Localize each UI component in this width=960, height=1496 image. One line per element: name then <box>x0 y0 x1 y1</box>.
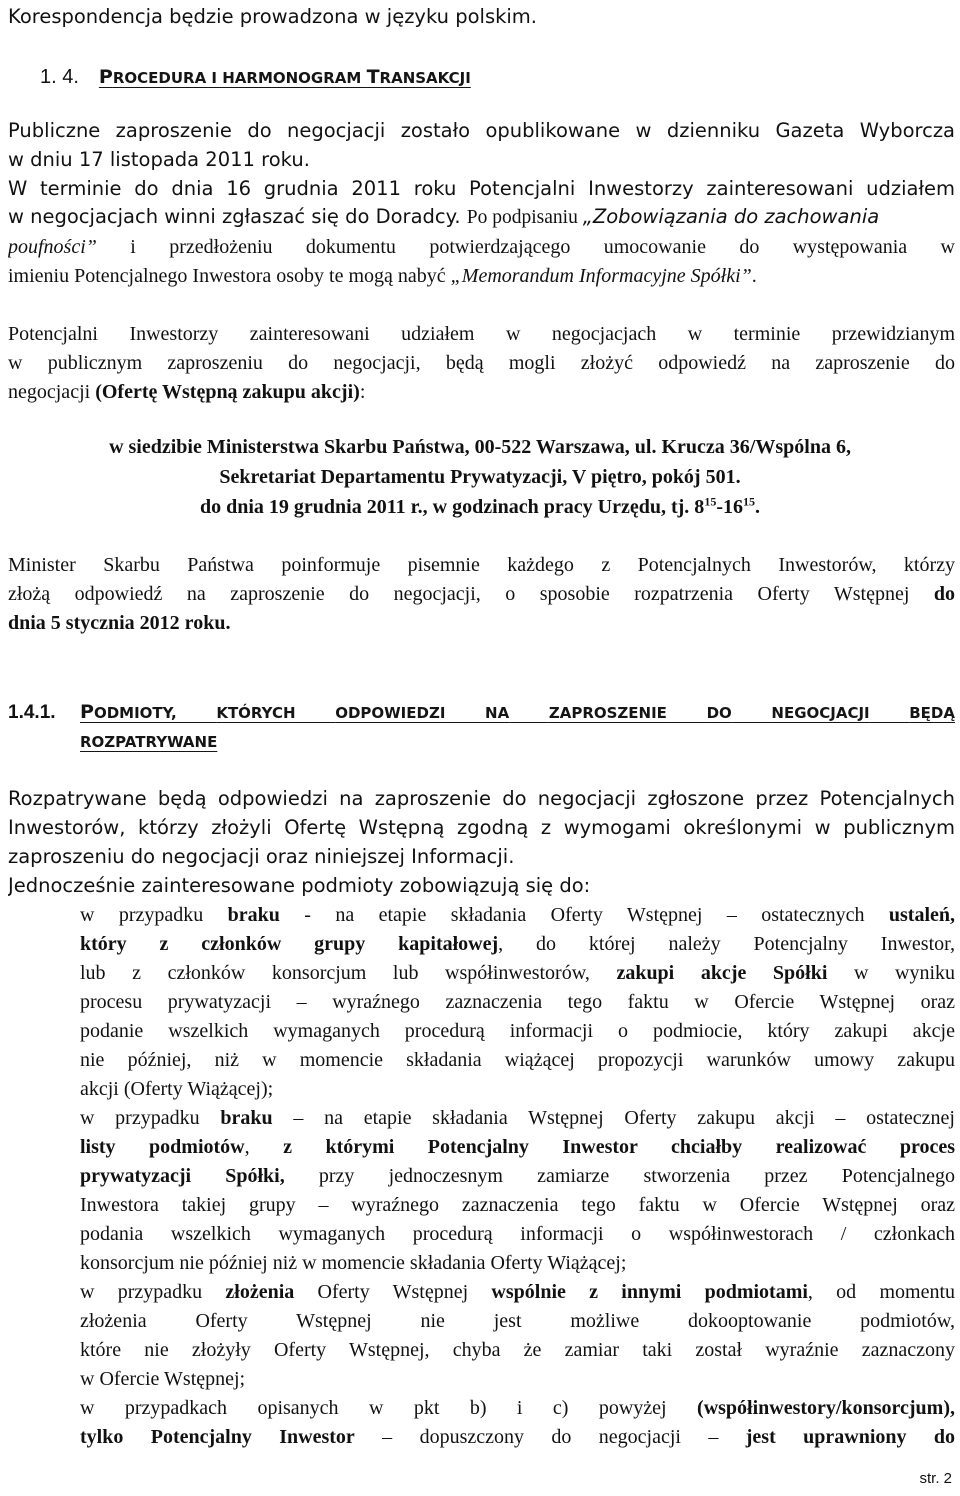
list-line <box>80 987 955 1017</box>
section-number: 1. 4. <box>40 66 79 88</box>
section-title-line2 <box>80 726 955 757</box>
list-line <box>80 1219 955 1249</box>
text: w wyniku <box>827 962 955 984</box>
text: jest uprawniony do <box>745 1426 955 1448</box>
title-part: ODMIOTY <box>93 704 172 722</box>
paragraph-line <box>8 319 955 349</box>
text: złożenia Oferty Wstępnej nie jest możliwe dokooptowanie podmiotów, <box>80 1310 955 1332</box>
text: Korespondencja będzie prowadzona w języku polskim. <box>8 5 538 28</box>
paragraph-line <box>8 232 955 262</box>
section-title-text <box>80 701 955 723</box>
text: braku <box>220 1107 273 1129</box>
list-line <box>80 1161 955 1191</box>
text: , do której należy Potencjalny Inwestor, <box>498 933 955 955</box>
title-part: DO <box>706 704 732 722</box>
text: z którymi Potencjalny Inwestor chciałby realizować proces <box>283 1136 955 1158</box>
text: lub z członków konsorcjum lub współinwestorów, <box>80 962 617 984</box>
title-part: T <box>366 66 380 88</box>
text: który z członków grupy kapitałowej <box>80 933 499 955</box>
text: w przypadku <box>80 1281 226 1303</box>
paragraph-line <box>8 550 955 580</box>
title-part: , <box>171 704 217 722</box>
text: – dopuszczony do negocjacji – <box>354 1426 746 1448</box>
paragraph-line <box>8 608 955 638</box>
text: do dnia 19 grudnia 2011 r., w godzinach pracy Urzędu, tj. 8 <box>200 496 705 518</box>
text: dnia 5 stycznia 2012 roku. <box>8 612 231 634</box>
text: podanie wszelkich wymaganych procedurą informacji o podmiocie, który zakupi akcje <box>80 1020 955 1042</box>
text: Jednocześnie zainteresowane podmioty zobowiązują się do: <box>8 874 591 897</box>
paragraph-line <box>8 202 955 233</box>
text: „Memorandum Informacyjne Spółki” <box>450 265 752 287</box>
title-part <box>870 704 910 722</box>
title-part: ZAPROSZENIE <box>548 704 667 722</box>
list-line <box>80 1277 955 1307</box>
address-line <box>0 462 960 492</box>
paragraph-line <box>8 348 955 378</box>
list-line <box>80 900 955 930</box>
title-part <box>667 704 707 722</box>
text: – na etapie składania Wstępnej Oferty zakupu akcji – ostatecznej <box>272 1107 955 1129</box>
list-line <box>80 1335 955 1365</box>
title-part: P <box>98 66 113 88</box>
text: które nie złożyły Oferty Wstępnej, chyba że zamiar taki został wyraźnie zaznaczony <box>80 1339 955 1361</box>
list-line <box>80 1422 955 1452</box>
text: w przypadku <box>80 1107 221 1129</box>
paragraph-language <box>8 2 955 32</box>
list-line <box>80 1306 955 1336</box>
paragraph-line <box>8 261 955 291</box>
text: w Ofercie Wstępnej; <box>80 1368 246 1390</box>
list-line <box>80 1016 955 1046</box>
text: w siedzibie Ministerstwa Skarbu Państwa, 00-522 Warszawa, ul. Krucza 36/Wspólna 6, <box>109 436 851 458</box>
address-line <box>0 432 960 462</box>
list-line <box>80 1393 955 1423</box>
title-part <box>296 704 336 722</box>
text: prywatyzacji Spółki, <box>80 1165 285 1187</box>
text: poufności” <box>8 236 97 258</box>
list-line <box>80 1132 955 1162</box>
paragraph-line <box>8 784 955 814</box>
text: zakupi akcje Spółki <box>616 962 828 984</box>
section-heading-1-4 <box>40 62 940 93</box>
paragraph-line <box>8 579 955 609</box>
text: ROZPATRYWANE <box>80 733 218 751</box>
list-line <box>80 1045 955 1075</box>
text: do <box>933 583 955 605</box>
paragraph-line <box>8 145 955 175</box>
title-part: RANSAKCJI <box>379 69 471 87</box>
title-part: KTÓRYCH <box>216 704 296 722</box>
text: -16 <box>716 496 743 518</box>
text: „Zobowiązania do zachowania <box>582 205 880 228</box>
text: tylko Potencjalny Inwestor <box>80 1426 355 1448</box>
title-part: ROCEDURA I HARMONOGRAM <box>112 69 367 87</box>
text: wspólnie z innymi podmiotami <box>491 1281 808 1303</box>
title-part <box>509 704 549 722</box>
list-line <box>80 1074 955 1104</box>
list-line <box>80 1248 955 1278</box>
text: złożą odpowiedź na zaproszenie do negocjacji, o sposobie rozpatrzenia Oferty Wstępnej <box>8 583 934 605</box>
text: w przypadku <box>80 904 228 926</box>
text: negocjacji <box>8 381 96 403</box>
section-number: 1.4.1. <box>8 702 56 723</box>
text: Publiczne zaproszenie do negocjacji zostało opublikowane w dzienniku Gazeta Wyborcza <box>8 119 955 142</box>
text: w publicznym zaproszeniu do negocjacji, będą mogli złożyć odpowiedź na zaproszenie do <box>8 352 955 374</box>
superscript: 15 <box>704 494 717 509</box>
title-part: P <box>80 701 94 723</box>
title-part: BĘDĄ <box>909 704 955 722</box>
text: Minister Skarbu Państwa poinformuje pisemnie każdego z Potencjalnych Inwestorów, którzy <box>8 554 955 576</box>
text: . <box>751 265 757 287</box>
text: Potencjalni Inwestorzy zainteresowani udziałem w negocjacjach w terminie przewidzianym <box>8 323 955 345</box>
text: złożenia <box>225 1281 295 1303</box>
text: (współinwestory/konsorcjum), <box>697 1397 955 1419</box>
text: : <box>359 381 366 403</box>
section-title <box>80 697 955 728</box>
text: procesu prywatyzacji – wyraźnego zaznaczenia tego faktu w Ofercie Wstępnej oraz <box>80 991 955 1013</box>
text: zaproszeniu do negocjacji oraz niniejszej Informacji. <box>8 845 515 868</box>
paragraph-line <box>8 871 955 901</box>
text: Rozpatrywane będą odpowiedzi na zaproszenie do negocjacji zgłoszone przez Potencjalnych <box>8 787 955 810</box>
paragraph-line <box>8 842 955 872</box>
list-line <box>80 958 955 988</box>
text: ustaleń, <box>888 904 955 926</box>
text: , <box>244 1136 284 1158</box>
text: (Ofertę Wstępną zakupu akcji) <box>95 381 360 403</box>
list-line <box>80 1190 955 1220</box>
title-part <box>732 704 772 722</box>
text: imieniu Potencjalnego Inwestora osoby te mogą nabyć <box>8 265 451 287</box>
text: w dniu 17 listopada 2011 roku. <box>8 148 310 171</box>
text: W terminie do dnia 16 grudnia 2011 roku Potencjalni Inwestorzy zainteresowani udziałem <box>8 177 955 200</box>
list-line <box>80 929 955 959</box>
title-part: NA <box>485 704 510 722</box>
superscript: 15 <box>742 494 755 509</box>
text: konsorcjum nie później niż w momencie składania Oferty Wiążącej; <box>80 1252 627 1274</box>
text: i przedłożeniu dokumentu potwierdzającego umocowanie do występowania w <box>96 236 955 258</box>
paragraph-line <box>8 813 955 843</box>
text: Inwestora takiej grupy – wyraźnego zaznaczenia tego faktu w Ofercie Wstępnej oraz <box>80 1194 955 1216</box>
text: Oferty Wstępnej <box>294 1281 492 1303</box>
title-part: NEGOCJACJI <box>771 704 870 722</box>
text: , od momentu <box>807 1281 955 1303</box>
text: w negocjacjach winni zgłaszać się do Doradcy. <box>8 205 461 228</box>
text: . <box>754 496 760 518</box>
text: - na etapie składania Oferty Wstępnej – ostatecznych <box>279 904 889 926</box>
text: Sekretariat Departamentu Prywatyzacji, V piętro, pokój 501. <box>219 466 741 488</box>
deadline-line <box>0 492 960 522</box>
text: podania wszelkich wymaganych procedurą informacji o współinwestorach / członkach <box>80 1223 955 1245</box>
text: akcji (Oferty Wiążącej); <box>80 1078 274 1100</box>
text: listy podmiotów <box>80 1136 245 1158</box>
text: nie później, niż w momencie składania wiążącej propozycji warunków umowy zakupu <box>80 1049 955 1071</box>
title-part <box>445 704 485 722</box>
title-part: ODPOWIEDZI <box>335 704 446 722</box>
paragraph-line <box>8 116 955 146</box>
text: w przypadkach opisanych w pkt b) i c) powyżej <box>80 1397 698 1419</box>
paragraph-line <box>8 377 955 407</box>
page-number: str. 2 <box>919 1470 952 1487</box>
text: braku <box>227 904 280 926</box>
list-line <box>80 1103 955 1133</box>
text: Inwestorów, którzy złożyli Ofertę Wstępną zgodną z wymogami określonymi w publicznym <box>8 816 955 839</box>
text: przy jednoczesnym zamiarze stworzenia przez Potencjalnego <box>284 1165 955 1187</box>
text: Po podpisaniu <box>466 207 583 228</box>
paragraph-line <box>8 174 955 204</box>
section-title <box>99 66 471 88</box>
list-line <box>80 1364 955 1394</box>
